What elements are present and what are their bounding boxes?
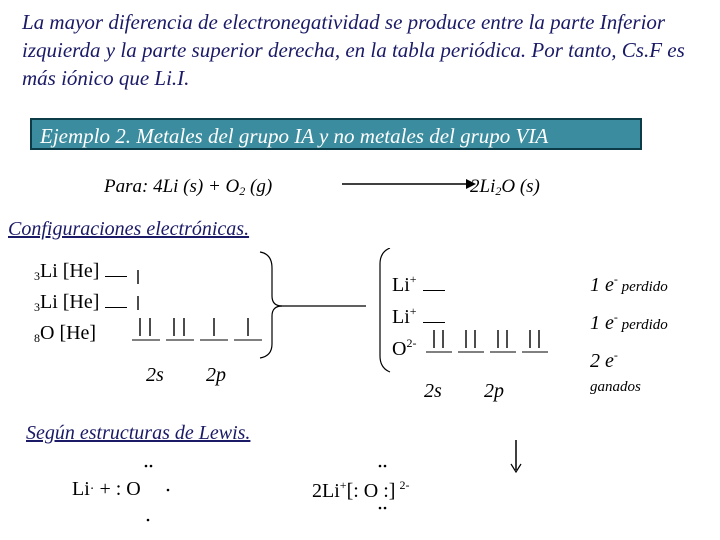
- note-small: ganados: [590, 379, 641, 395]
- atomic-number: 8: [34, 331, 40, 345]
- ion-base: O: [392, 338, 407, 360]
- reaction-product: [470, 176, 540, 199]
- note-small: perdido: [617, 317, 668, 333]
- lewis-li: Li: [72, 478, 90, 500]
- orbital-blank: [105, 293, 127, 308]
- config-o: [34, 320, 127, 351]
- intro-text: La mayor diferencia de electronegatividad se produce entre la parte Inferior izquierda y la parte superior derecha, en la tabla periódica. Por tanto, Cs.F es más iónico que Li.I.: [22, 10, 685, 90]
- right-label-2s: 2s: [424, 380, 442, 402]
- note-1: [590, 264, 668, 302]
- orbital-blank: [105, 262, 127, 277]
- product-subscript: 2: [495, 184, 502, 198]
- electron-notes: [590, 264, 668, 396]
- note-3: [590, 340, 668, 378]
- right-label-2p: 2p: [484, 380, 504, 402]
- configurations-heading: Configuraciones electrónicas.: [8, 218, 250, 240]
- lewis-li-ion: 2Li: [312, 480, 340, 502]
- lewis-bracket-open: [:: [346, 480, 364, 502]
- atomic-number: 3: [34, 300, 40, 314]
- ion-blank: [423, 276, 445, 291]
- config-li-1: [34, 258, 127, 289]
- reaction-o2-state: (g): [245, 176, 273, 197]
- config-li-2: [34, 289, 127, 320]
- example-banner: Ejemplo 2. Metales del grupo IA y no metales del grupo VIA: [30, 118, 642, 150]
- left-config-list: [34, 258, 127, 351]
- note-main: 1 e: [590, 274, 614, 296]
- left-label-2p: 2p: [206, 364, 226, 386]
- ion-base: Li: [392, 306, 410, 328]
- lewis-right-dots: [372, 462, 396, 524]
- lewis-o: O: [126, 478, 141, 500]
- note-sup: -: [613, 348, 618, 362]
- config-label: Li [He]: [40, 291, 100, 313]
- ion-base: Li: [392, 274, 410, 296]
- reaction-equation: [104, 176, 272, 199]
- lewis-left-structure: [72, 478, 141, 501]
- lewis-heading: Según estructuras de Lewis.: [26, 422, 251, 444]
- ion-li-1: [392, 266, 445, 298]
- product-rest: O (s): [501, 176, 540, 197]
- lewis-plus: + :: [99, 478, 122, 500]
- right-orbital-diagram: [424, 318, 554, 358]
- lewis-left-dots: [136, 462, 176, 530]
- config-label: Li [He]: [40, 260, 100, 282]
- lewis-bracket-close: :]: [378, 480, 396, 502]
- note-sup: -: [613, 310, 618, 324]
- note-sup: -: [613, 272, 618, 286]
- config-label: O [He]: [40, 322, 97, 344]
- ion-charge: 2-: [406, 336, 417, 350]
- lewis-li-dot: ·: [89, 482, 95, 497]
- note-4: [590, 378, 668, 396]
- reaction-o2-subscript: 2: [239, 184, 246, 198]
- reaction-reactants: Para: 4Li (s) + O: [104, 176, 240, 197]
- ion-charge: +: [409, 304, 417, 318]
- note-2: [590, 302, 668, 340]
- lewis-li-charge: +: [339, 478, 347, 492]
- note-small: perdido: [617, 279, 668, 295]
- left-orbital-diagram: [130, 256, 270, 346]
- reaction-arrow: [340, 176, 480, 192]
- down-arrow-icon: [506, 440, 526, 476]
- note-main: 2 e: [590, 350, 614, 372]
- ion-charge: +: [409, 272, 417, 286]
- lewis-oxide-charge: 2-: [399, 478, 410, 492]
- left-label-2s: 2s: [146, 364, 164, 386]
- atomic-number: 3: [34, 269, 40, 283]
- lewis-o-ion: O: [363, 480, 379, 502]
- note-main: 1 e: [590, 312, 614, 334]
- bracket-group: [258, 248, 398, 378]
- product-main: 2Li: [470, 176, 496, 197]
